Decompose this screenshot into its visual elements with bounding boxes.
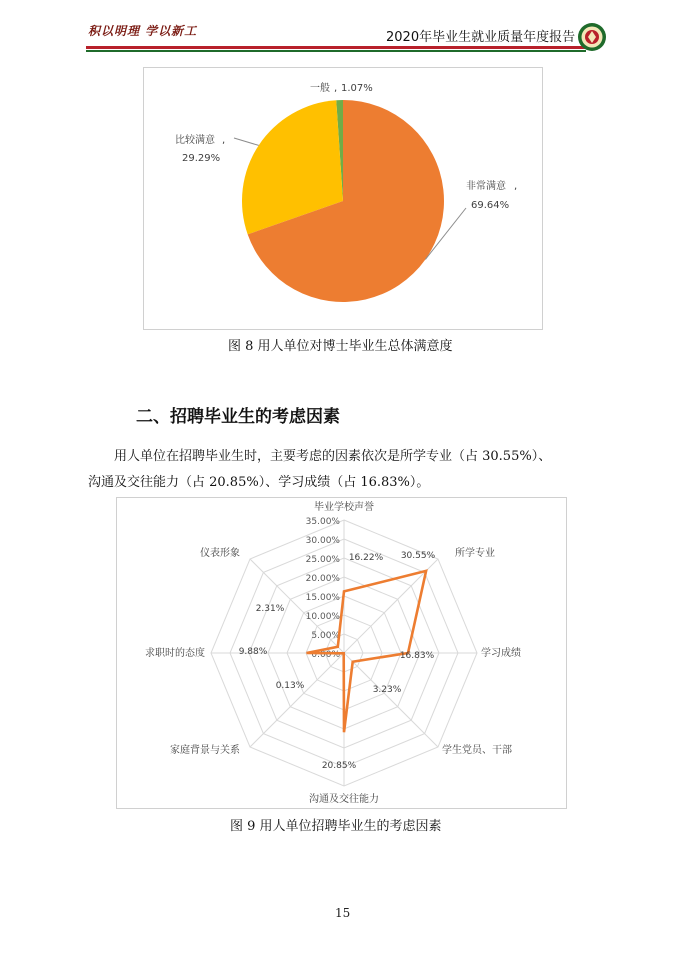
- pie-label-value: 69.64%: [471, 200, 510, 211]
- pie-label-value: 1.07%: [341, 83, 373, 94]
- radar-category-label: 家庭背景与关系: [170, 745, 240, 756]
- radar-spoke: [250, 653, 344, 747]
- radar-axis-tick: 15.00%: [305, 593, 340, 603]
- radar-value-label: 2.31%: [255, 604, 285, 614]
- body-paragraph: [88, 444, 608, 496]
- radar-axis-tick: 10.00%: [305, 612, 340, 622]
- page-number: 15: [335, 906, 351, 920]
- pie-label-comma: ,: [514, 181, 518, 192]
- radar-axis-tick: 20.00%: [305, 574, 340, 584]
- radar-category-label: 求职时的态度: [145, 648, 205, 659]
- pie-label-comma: ,: [222, 135, 226, 146]
- header-rule-green: [86, 50, 586, 52]
- radar-value-label: 20.85%: [321, 761, 357, 771]
- figure-8-caption: 图 8 用人单位对博士毕业生总体满意度: [228, 339, 453, 354]
- pie-chart-frame: [143, 67, 543, 330]
- radar-category-label: 沟通及交往能力: [309, 794, 379, 805]
- radar-category-label: 毕业学校声誉: [314, 502, 374, 513]
- school-motto: 积以明理 学以新工: [88, 24, 198, 38]
- radar-value-label: 3.23%: [372, 685, 402, 695]
- recruitment-factors-radar-chart: [117, 498, 566, 808]
- pie-label-name: 比较满意: [175, 135, 215, 146]
- section-title: 二、招聘毕业生的考虑因素: [136, 407, 340, 427]
- radar-spoke: [344, 559, 438, 653]
- radar-value-label: 9.88%: [238, 647, 268, 657]
- radar-spoke: [344, 653, 438, 747]
- university-seal-icon: [577, 22, 607, 52]
- header-rule-red: [86, 46, 586, 49]
- radar-value-label: 16.22%: [348, 553, 384, 563]
- pie-label-name: 一般: [310, 83, 330, 94]
- page-header: [0, 0, 683, 56]
- radar-axis-tick: 25.00%: [305, 555, 340, 565]
- radar-category-label: 所学专业: [455, 548, 495, 559]
- radar-axis-tick: 5.00%: [311, 631, 340, 641]
- radar-category-label: 学习成绩: [481, 648, 521, 659]
- radar-value-label: 0.13%: [275, 681, 305, 691]
- radar-category-label: 学生党员、干部: [442, 745, 512, 756]
- pie-label-comma: ,: [334, 83, 338, 94]
- radar-value-label: 30.55%: [400, 551, 436, 561]
- paragraph-line-1: 用人单位在招聘毕业生时，主要考虑的因素依次是所学专业（占 30.55%）、: [114, 449, 552, 464]
- report-title: 2020年毕业生就业质量年度报告: [386, 30, 576, 45]
- paragraph-line-2: 沟通及交往能力（占 20.85%）、学习成绩（占 16.83%）。: [88, 475, 430, 490]
- pie-leader-line: [234, 138, 259, 145]
- pie-label-name: 非常满意: [466, 181, 506, 192]
- radar-axis-tick: 35.00%: [305, 517, 340, 527]
- satisfaction-pie-chart: [144, 68, 542, 329]
- radar-value-label: 16.83%: [399, 651, 435, 661]
- pie-label-value: 29.29%: [182, 153, 221, 164]
- radar-chart-frame: [116, 497, 567, 809]
- radar-axis-tick: 30.00%: [305, 536, 340, 546]
- figure-9-caption: 图 9 用人单位招聘毕业生的考虑因素: [230, 819, 442, 834]
- radar-category-label: 仪表形象: [200, 548, 240, 559]
- radar-axis-tick: 0.00%: [311, 650, 340, 660]
